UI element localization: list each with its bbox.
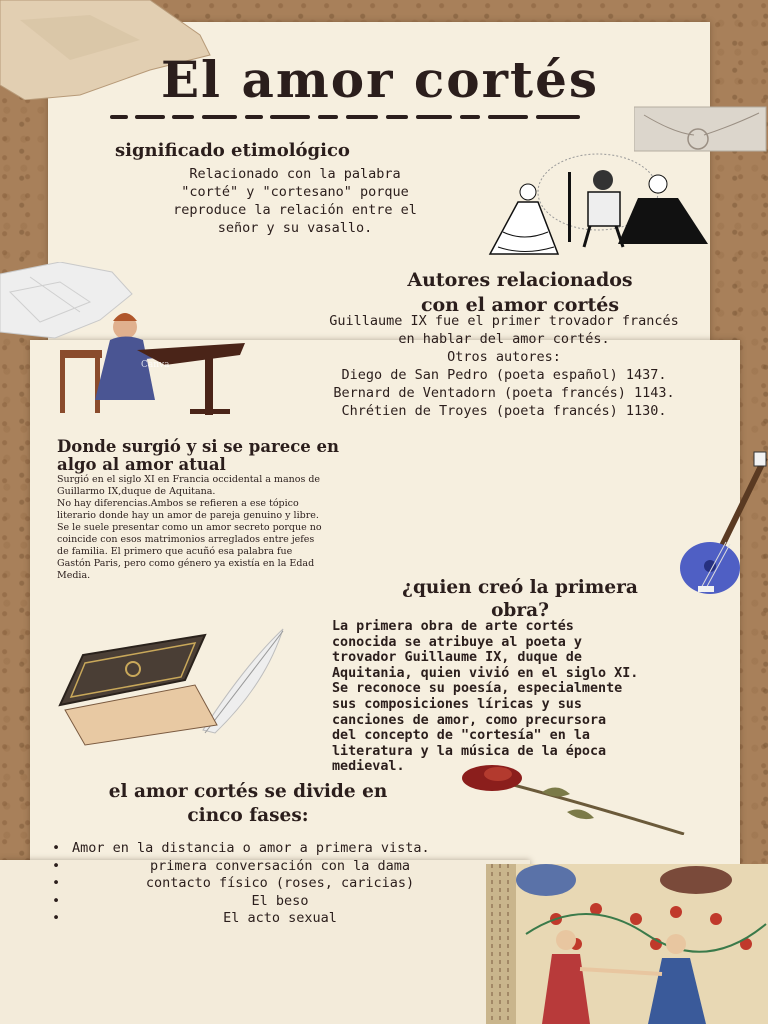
fases-item: • El acto sexual — [48, 910, 488, 928]
quien-line: literatura y la música de la época — [332, 743, 607, 759]
fases-heading-line: el amor cortés se divide en — [108, 781, 388, 802]
autores-line: en hablar del amor cortés. — [398, 331, 610, 347]
writer-at-desk-illustration — [55, 305, 255, 417]
etimologico-line: reproduce la relación entre el — [173, 202, 417, 218]
surgio-line: Gastón Paris, pero como género ya existía en la Edad — [57, 558, 315, 569]
autores-heading — [340, 268, 700, 318]
quien-heading — [345, 576, 695, 622]
fases-list — [48, 840, 488, 928]
etimologico-heading: significado etimológico — [115, 140, 350, 161]
autores-line: Diego de San Pedro (poeta español) 1437. — [341, 367, 667, 383]
quien-heading-line: ¿quien creó la primera — [402, 577, 638, 598]
quien-line: Se reconoce su poesía, especialmente — [332, 681, 623, 697]
quien-text — [332, 619, 732, 775]
autores-line: Otros autores: — [447, 349, 561, 365]
surgio-line: No hay diferencias.Ambos se refieren a ese tópico — [57, 498, 299, 509]
quien-line: sus composiciones líricas y sus — [332, 696, 582, 712]
surgio-line: literario donde hay un amor de pareja genuino y libre. — [57, 510, 319, 521]
surgio-line: Se le suele presentar como un amor secreto porque no — [57, 522, 322, 533]
surgio-line: de familia. El primero que acuñó esa palabra fue — [57, 546, 293, 557]
quien-heading-line: obra? — [491, 600, 549, 621]
autores-line: Guillaume IX fue el primer trovador francés — [329, 313, 679, 329]
autores-text — [270, 312, 738, 420]
fases-item: • contacto físico (roses, caricias) — [48, 875, 488, 893]
fases-item: • Amor en la distancia o amor a primera vista. — [48, 840, 488, 858]
court-figures-illustration — [488, 152, 710, 260]
rose-card-decoration — [634, 105, 768, 155]
etimologico-text — [130, 165, 460, 237]
surgio-heading-line: Donde surgió y si se parece en — [57, 437, 339, 456]
quien-line: Aquitania, quien vivió en el siglo XI. — [332, 665, 639, 681]
rose-illustration — [462, 760, 692, 835]
autores-line: Bernard de Ventadorn (poeta francés) 1143. — [333, 385, 675, 401]
quien-line: trovador Guillaume IX, duque de — [332, 650, 582, 666]
fases-item: • El beso — [48, 893, 488, 911]
page-title: El amor cortés — [160, 50, 600, 109]
surgio-text — [57, 474, 442, 582]
title-dash-rule — [110, 113, 580, 121]
autores-heading-line: con el amor cortés — [420, 294, 620, 316]
quien-line: conocida se atribuye al poeta y — [332, 634, 582, 650]
medieval-manuscript-illustration — [486, 864, 768, 1024]
autores-line: Chrétien de Troyes (poeta francés) 1130. — [341, 403, 667, 419]
quien-line: canciones de amor, como precursora — [332, 712, 607, 728]
etimologico-line: señor y su vasallo. — [217, 220, 373, 236]
fases-item: • primera conversación con la dama — [48, 858, 488, 876]
watermark-text: Canva — [141, 360, 170, 370]
quien-line: medieval. — [332, 759, 405, 775]
surgio-line: Surgió en el siglo XI en Francia occidental a manos de — [57, 474, 321, 485]
autores-heading-line: Autores relacionados — [407, 269, 633, 291]
quien-line: La primera obra de arte cortés — [332, 619, 574, 634]
quien-line: del concepto de "cortesía" en la — [332, 728, 590, 744]
fases-heading-line: cinco fases: — [187, 805, 309, 826]
surgio-line: Media. — [57, 570, 91, 581]
surgio-heading-line: algo al amor atual — [57, 455, 226, 474]
etimologico-line: Relacionado con la palabra — [189, 166, 401, 182]
surgio-line: coincide con esos matrimonios arreglados entre jefes — [57, 534, 315, 545]
surgio-line: Guillarmo IX,duque de Aquitana. — [57, 486, 216, 497]
fases-heading — [48, 780, 448, 828]
book-and-quill-illustration — [55, 625, 290, 750]
surgio-heading — [57, 438, 437, 474]
etimologico-line: "corté" y "cortesano" porque — [181, 184, 409, 200]
